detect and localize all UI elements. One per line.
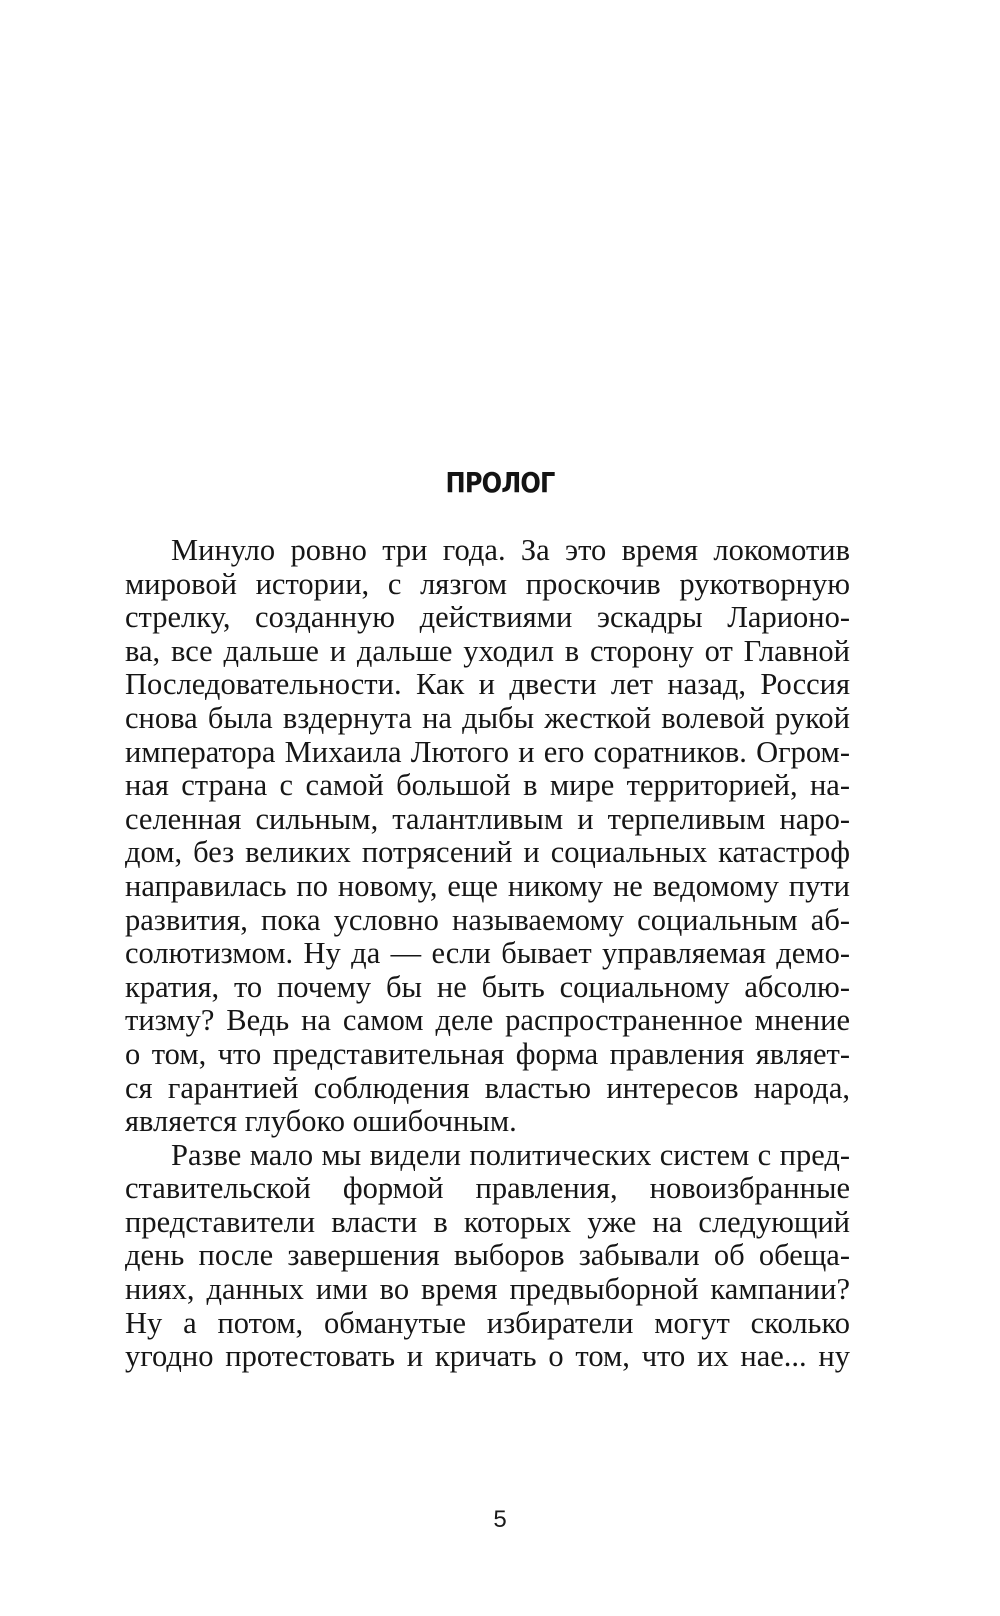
text-line: угодно протестовать и кричать о том, что их нае... ну (125, 1339, 850, 1374)
text-line: дом, без великих потрясений и социальных катастроф (125, 835, 850, 870)
chapter-body (125, 534, 850, 1374)
text-line: о том, что представительная форма правления являет- (125, 1036, 850, 1071)
text-line: представители власти в которых уже на следующий (125, 1204, 850, 1239)
text-line: императора Михаила Лютого и его соратников. Огром- (125, 734, 850, 769)
text-line: развития, пока условно называемому социальным аб- (125, 902, 850, 937)
text-line: стрелку, созданную действиями эскадры Ларионо- (125, 600, 850, 635)
text-line: Минуло ровно три года. За это время локомотив (171, 533, 850, 567)
text-line: мировой истории, с лязгом проскочив рукотворную (125, 566, 850, 601)
page-number: 5 (493, 1506, 507, 1533)
text-line: солютизмом. Ну да — если бывает управляемая демо- (125, 936, 850, 971)
text-line: тизму? Ведь на самом деле распространенное мнение (125, 1003, 850, 1038)
text-line: является глубоко ошибочным. (125, 1104, 517, 1139)
text-line: ва, все дальше и дальше уходил в сторону от Главной (125, 633, 850, 668)
text-line: Последовательности. Как и двести лет назад, Россия (125, 667, 850, 702)
text-line: ниях, данных ими во время предвыборной кампании? (125, 1272, 850, 1307)
text-line: ставительской формой правления, новоизбранные (125, 1171, 850, 1206)
text-line: ная страна с самой большой в мире территорией, на- (125, 768, 850, 803)
text-line: кратия, то почему бы не быть социальному абсолю- (125, 969, 850, 1004)
text-line: селенная сильным, талантливым и терпеливым наро- (125, 801, 850, 836)
text-line: ся гарантией соблюдения властью интересов народа, (125, 1070, 850, 1105)
text-line: снова была вздернута на дыбы жесткой волевой рукой (125, 700, 850, 735)
text-line: день после завершения выборов забывали об обеща- (125, 1238, 850, 1273)
text-line: Ну а потом, обманутые избиратели могут сколько (125, 1305, 850, 1340)
text-line: Разве мало мы видели политических систем с пред- (171, 1137, 850, 1172)
chapter-title: ПРОЛОГ (445, 466, 555, 499)
text-line: направилась по новому, еще никому не ведомому пути (125, 868, 850, 903)
